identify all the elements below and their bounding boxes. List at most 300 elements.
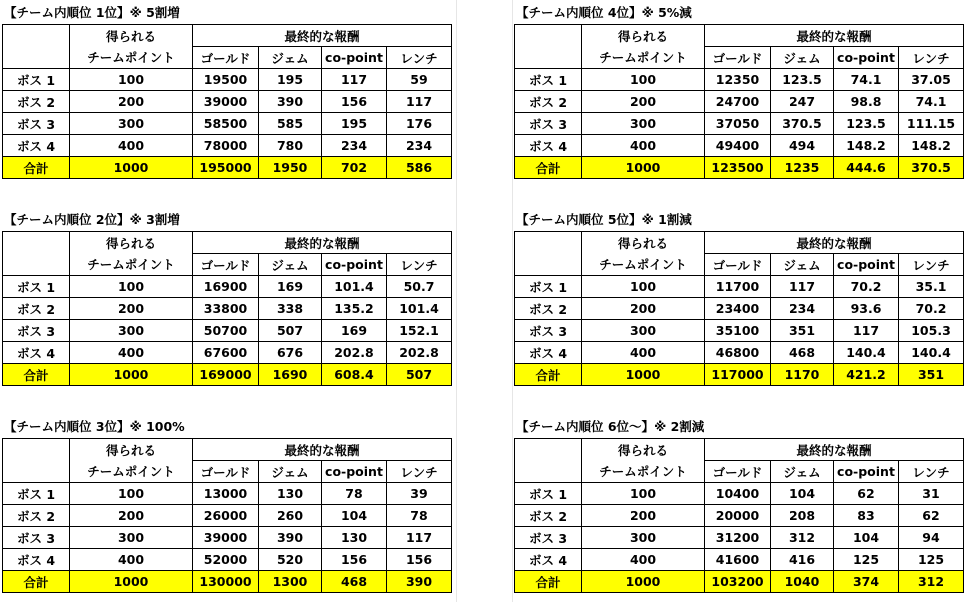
total-copoint: 421.2 <box>834 364 899 386</box>
renchi-cell: 117 <box>387 527 452 549</box>
boss-label: ボス 3 <box>3 113 70 135</box>
gem-cell: 247 <box>771 91 834 113</box>
total-gold: 130000 <box>193 571 259 593</box>
header-row-1 <box>3 232 452 254</box>
header-row-1 <box>3 439 452 461</box>
table-row <box>515 549 964 571</box>
gold-cell: 67600 <box>193 342 259 364</box>
gold-cell: 52000 <box>193 549 259 571</box>
gold-cell: 49400 <box>705 135 771 157</box>
total-renchi: 586 <box>387 157 452 179</box>
table-row <box>515 276 964 298</box>
gold-cell: 78000 <box>193 135 259 157</box>
total-points: 1000 <box>582 157 705 179</box>
header-row-2 <box>3 47 452 69</box>
gem-cell: 123.5 <box>771 69 834 91</box>
reward-table-block <box>514 209 963 386</box>
block-title <box>2 2 451 24</box>
table-row <box>3 298 452 320</box>
table-row <box>3 527 452 549</box>
reward-table <box>514 231 964 386</box>
copoint-cell: 130 <box>322 527 387 549</box>
reward-table-block <box>2 2 451 179</box>
total-row <box>515 157 964 179</box>
table-row <box>515 342 964 364</box>
reward-header: 最終的な報酬 <box>193 439 452 461</box>
total-label: 合計 <box>3 571 70 593</box>
points-cell: 200 <box>582 91 705 113</box>
header-row-2 <box>3 254 452 276</box>
renchi-cell: 94 <box>899 527 964 549</box>
points-cell: 200 <box>70 298 193 320</box>
gold-cell: 23400 <box>705 298 771 320</box>
points-cell: 300 <box>582 527 705 549</box>
corner-cell <box>3 25 70 47</box>
header-row-2 <box>515 47 964 69</box>
gem-cell: 585 <box>259 113 322 135</box>
total-gold: 103200 <box>705 571 771 593</box>
gem-cell: 260 <box>259 505 322 527</box>
corner-cell <box>3 439 70 461</box>
boss-label: ボス 1 <box>3 69 70 91</box>
renchi-cell: 152.1 <box>387 320 452 342</box>
gem-cell: 416 <box>771 549 834 571</box>
corner-cell <box>3 47 70 69</box>
copoint-header: co-point <box>322 47 387 69</box>
gold-cell: 37050 <box>705 113 771 135</box>
renchi-cell: 105.3 <box>899 320 964 342</box>
renchi-cell: 31 <box>899 483 964 505</box>
points-cell: 200 <box>70 505 193 527</box>
boss-label: ボス 1 <box>3 483 70 505</box>
corner-cell <box>515 232 582 254</box>
gold-header: ゴールド <box>193 254 259 276</box>
column-gridline <box>512 0 513 602</box>
total-label: 合計 <box>3 364 70 386</box>
header-row-1 <box>515 232 964 254</box>
copoint-cell: 125 <box>834 549 899 571</box>
copoint-cell: 169 <box>322 320 387 342</box>
gold-cell: 19500 <box>193 69 259 91</box>
rank-title: 【チーム内順位 6位～】 <box>516 419 655 434</box>
total-row <box>515 571 964 593</box>
gem-header: ジェム <box>259 461 322 483</box>
reward-table <box>514 438 964 593</box>
boss-label: ボス 4 <box>515 549 582 571</box>
renchi-cell: 59 <box>387 69 452 91</box>
gem-header: ジェム <box>771 254 834 276</box>
copoint-cell: 74.1 <box>834 69 899 91</box>
renchi-header: レンチ <box>899 461 964 483</box>
corner-cell <box>515 439 582 461</box>
gem-cell: 338 <box>259 298 322 320</box>
block-title <box>2 209 451 231</box>
copoint-header: co-point <box>834 461 899 483</box>
table-row <box>515 91 964 113</box>
total-gold: 195000 <box>193 157 259 179</box>
renchi-cell: 140.4 <box>899 342 964 364</box>
rank-note: ※ 3割増 <box>129 212 180 227</box>
renchi-cell: 234 <box>387 135 452 157</box>
points-header-line1: 得られる <box>70 232 193 254</box>
renchi-cell: 78 <box>387 505 452 527</box>
copoint-cell: 101.4 <box>322 276 387 298</box>
table-row <box>515 69 964 91</box>
gem-cell: 494 <box>771 135 834 157</box>
table-row <box>3 549 452 571</box>
gem-cell: 676 <box>259 342 322 364</box>
points-cell: 300 <box>70 527 193 549</box>
points-header-line2: チームポイント <box>70 461 193 483</box>
total-renchi: 507 <box>387 364 452 386</box>
points-cell: 400 <box>70 342 193 364</box>
boss-label: ボス 1 <box>515 483 582 505</box>
reward-header: 最終的な報酬 <box>705 232 964 254</box>
total-gold: 169000 <box>193 364 259 386</box>
points-cell: 300 <box>582 320 705 342</box>
gold-cell: 58500 <box>193 113 259 135</box>
gem-cell: 370.5 <box>771 113 834 135</box>
total-points: 1000 <box>582 571 705 593</box>
points-cell: 100 <box>70 69 193 91</box>
renchi-cell: 156 <box>387 549 452 571</box>
renchi-cell: 70.2 <box>899 298 964 320</box>
gold-cell: 41600 <box>705 549 771 571</box>
total-label: 合計 <box>515 571 582 593</box>
rank-note: ※ 5割増 <box>129 5 180 20</box>
boss-label: ボス 2 <box>3 91 70 113</box>
header-row-2 <box>515 461 964 483</box>
block-title <box>514 209 963 231</box>
table-row <box>3 69 452 91</box>
rank-note: ※ 100% <box>129 419 185 434</box>
gold-header: ゴールド <box>193 47 259 69</box>
renchi-cell: 35.1 <box>899 276 964 298</box>
points-cell: 200 <box>582 298 705 320</box>
table-row <box>515 135 964 157</box>
points-cell: 200 <box>70 91 193 113</box>
copoint-cell: 140.4 <box>834 342 899 364</box>
header-row-2 <box>515 254 964 276</box>
total-gold: 123500 <box>705 157 771 179</box>
points-header-line1: 得られる <box>70 25 193 47</box>
points-header-line1: 得られる <box>70 439 193 461</box>
points-cell: 100 <box>582 483 705 505</box>
gold-cell: 46800 <box>705 342 771 364</box>
boss-label: ボス 4 <box>3 549 70 571</box>
block-title <box>2 416 451 438</box>
gem-cell: 169 <box>259 276 322 298</box>
gem-header: ジェム <box>259 47 322 69</box>
table-row <box>3 483 452 505</box>
table-row <box>515 483 964 505</box>
copoint-cell: 202.8 <box>322 342 387 364</box>
rank-title: 【チーム内順位 3位】 <box>4 419 130 434</box>
copoint-cell: 156 <box>322 549 387 571</box>
total-gem: 1950 <box>259 157 322 179</box>
points-header-line2: チームポイント <box>582 461 705 483</box>
gold-header: ゴールド <box>705 47 771 69</box>
copoint-cell: 98.8 <box>834 91 899 113</box>
total-points: 1000 <box>70 571 193 593</box>
total-row <box>515 364 964 386</box>
total-gem: 1690 <box>259 364 322 386</box>
total-row <box>3 157 452 179</box>
gem-cell: 130 <box>259 483 322 505</box>
reward-table <box>2 438 452 593</box>
gold-cell: 33800 <box>193 298 259 320</box>
corner-cell <box>515 25 582 47</box>
table-row <box>3 505 452 527</box>
copoint-header: co-point <box>834 254 899 276</box>
boss-label: ボス 2 <box>3 298 70 320</box>
gem-cell: 780 <box>259 135 322 157</box>
copoint-cell: 70.2 <box>834 276 899 298</box>
boss-label: ボス 2 <box>515 91 582 113</box>
total-gem: 1170 <box>771 364 834 386</box>
total-points: 1000 <box>70 157 193 179</box>
gem-cell: 117 <box>771 276 834 298</box>
points-cell: 300 <box>582 113 705 135</box>
gem-header: ジェム <box>771 461 834 483</box>
copoint-cell: 83 <box>834 505 899 527</box>
corner-cell <box>3 232 70 254</box>
renchi-header: レンチ <box>387 47 452 69</box>
total-copoint: 444.6 <box>834 157 899 179</box>
boss-label: ボス 3 <box>515 527 582 549</box>
corner-cell <box>3 461 70 483</box>
renchi-cell: 125 <box>899 549 964 571</box>
table-row <box>515 527 964 549</box>
reward-header: 最終的な報酬 <box>705 25 964 47</box>
header-row-2 <box>3 461 452 483</box>
total-copoint: 608.4 <box>322 364 387 386</box>
table-row <box>515 320 964 342</box>
renchi-cell: 74.1 <box>899 91 964 113</box>
gem-cell: 195 <box>259 69 322 91</box>
table-row <box>3 320 452 342</box>
reward-table-block <box>2 416 451 593</box>
copoint-cell: 123.5 <box>834 113 899 135</box>
points-header-line2: チームポイント <box>70 47 193 69</box>
boss-label: ボス 3 <box>515 320 582 342</box>
total-row <box>3 571 452 593</box>
table-row <box>3 135 452 157</box>
points-cell: 400 <box>70 135 193 157</box>
reward-header: 最終的な報酬 <box>705 439 964 461</box>
boss-label: ボス 3 <box>3 527 70 549</box>
gem-cell: 234 <box>771 298 834 320</box>
rank-note: ※ 2割減 <box>654 419 705 434</box>
copoint-cell: 148.2 <box>834 135 899 157</box>
gold-cell: 39000 <box>193 91 259 113</box>
boss-label: ボス 2 <box>515 298 582 320</box>
reward-table-block <box>514 2 963 179</box>
renchi-cell: 50.7 <box>387 276 452 298</box>
total-renchi: 370.5 <box>899 157 964 179</box>
total-label: 合計 <box>515 157 582 179</box>
gem-cell: 468 <box>771 342 834 364</box>
total-gem: 1040 <box>771 571 834 593</box>
boss-label: ボス 1 <box>515 69 582 91</box>
total-copoint: 468 <box>322 571 387 593</box>
gem-cell: 390 <box>259 527 322 549</box>
corner-cell <box>515 47 582 69</box>
copoint-header: co-point <box>322 461 387 483</box>
total-gem: 1235 <box>771 157 834 179</box>
reward-table-block <box>2 209 451 386</box>
gem-cell: 351 <box>771 320 834 342</box>
gem-cell: 507 <box>259 320 322 342</box>
table-row <box>3 276 452 298</box>
header-row-1 <box>515 25 964 47</box>
boss-label: ボス 2 <box>515 505 582 527</box>
copoint-cell: 195 <box>322 113 387 135</box>
reward-header: 最終的な報酬 <box>193 232 452 254</box>
table-row <box>3 91 452 113</box>
rank-title: 【チーム内順位 4位】 <box>516 5 642 20</box>
gold-cell: 11700 <box>705 276 771 298</box>
gem-cell: 104 <box>771 483 834 505</box>
renchi-cell: 202.8 <box>387 342 452 364</box>
table-row <box>515 113 964 135</box>
boss-label: ボス 2 <box>3 505 70 527</box>
total-row <box>3 364 452 386</box>
gem-header: ジェム <box>771 47 834 69</box>
points-cell: 300 <box>70 113 193 135</box>
total-renchi: 351 <box>899 364 964 386</box>
renchi-header: レンチ <box>387 254 452 276</box>
points-cell: 100 <box>70 483 193 505</box>
block-title <box>514 416 963 438</box>
gold-header: ゴールド <box>705 254 771 276</box>
points-cell: 100 <box>582 69 705 91</box>
copoint-cell: 234 <box>322 135 387 157</box>
gold-header: ゴールド <box>193 461 259 483</box>
gold-cell: 50700 <box>193 320 259 342</box>
copoint-cell: 135.2 <box>322 298 387 320</box>
total-gold: 117000 <box>705 364 771 386</box>
renchi-cell: 39 <box>387 483 452 505</box>
boss-label: ボス 3 <box>3 320 70 342</box>
points-header-line2: チームポイント <box>582 254 705 276</box>
gem-cell: 390 <box>259 91 322 113</box>
table-row <box>3 113 452 135</box>
boss-label: ボス 1 <box>515 276 582 298</box>
gold-cell: 35100 <box>705 320 771 342</box>
copoint-cell: 62 <box>834 483 899 505</box>
copoint-cell: 117 <box>322 69 387 91</box>
reward-table <box>2 24 452 179</box>
total-gem: 1300 <box>259 571 322 593</box>
copoint-cell: 93.6 <box>834 298 899 320</box>
copoint-header: co-point <box>322 254 387 276</box>
gold-cell: 13000 <box>193 483 259 505</box>
gold-cell: 16900 <box>193 276 259 298</box>
gold-cell: 12350 <box>705 69 771 91</box>
gold-header: ゴールド <box>705 461 771 483</box>
total-label: 合計 <box>515 364 582 386</box>
boss-label: ボス 3 <box>515 113 582 135</box>
points-cell: 400 <box>70 549 193 571</box>
renchi-cell: 111.15 <box>899 113 964 135</box>
header-row-1 <box>515 439 964 461</box>
copoint-cell: 104 <box>834 527 899 549</box>
gem-cell: 312 <box>771 527 834 549</box>
copoint-cell: 78 <box>322 483 387 505</box>
total-copoint: 702 <box>322 157 387 179</box>
renchi-header: レンチ <box>899 254 964 276</box>
reward-table <box>2 231 452 386</box>
rank-note: ※ 1割減 <box>641 212 692 227</box>
boss-label: ボス 4 <box>3 342 70 364</box>
renchi-cell: 101.4 <box>387 298 452 320</box>
rank-note: ※ 5%減 <box>641 5 692 20</box>
column-gridline <box>456 0 457 602</box>
gold-cell: 39000 <box>193 527 259 549</box>
boss-label: ボス 4 <box>3 135 70 157</box>
points-cell: 400 <box>582 549 705 571</box>
rank-title: 【チーム内順位 1位】 <box>4 5 130 20</box>
gold-cell: 31200 <box>705 527 771 549</box>
points-header-line1: 得られる <box>582 439 705 461</box>
table-row <box>515 298 964 320</box>
copoint-cell: 104 <box>322 505 387 527</box>
total-points: 1000 <box>582 364 705 386</box>
points-header-line2: チームポイント <box>70 254 193 276</box>
block-title <box>514 2 963 24</box>
points-cell: 200 <box>582 505 705 527</box>
copoint-cell: 117 <box>834 320 899 342</box>
copoint-cell: 156 <box>322 91 387 113</box>
reward-header: 最終的な報酬 <box>193 25 452 47</box>
total-renchi: 390 <box>387 571 452 593</box>
gem-cell: 520 <box>259 549 322 571</box>
renchi-cell: 148.2 <box>899 135 964 157</box>
points-header-line1: 得られる <box>582 25 705 47</box>
points-cell: 300 <box>70 320 193 342</box>
renchi-cell: 176 <box>387 113 452 135</box>
renchi-header: レンチ <box>899 47 964 69</box>
renchi-cell: 117 <box>387 91 452 113</box>
gem-header: ジェム <box>259 254 322 276</box>
gold-cell: 26000 <box>193 505 259 527</box>
header-row-1 <box>3 25 452 47</box>
points-cell: 100 <box>582 276 705 298</box>
reward-table <box>514 24 964 179</box>
total-label: 合計 <box>3 157 70 179</box>
total-copoint: 374 <box>834 571 899 593</box>
rank-title: 【チーム内順位 2位】 <box>4 212 130 227</box>
renchi-cell: 37.05 <box>899 69 964 91</box>
total-points: 1000 <box>70 364 193 386</box>
corner-cell <box>3 254 70 276</box>
table-row <box>515 505 964 527</box>
points-cell: 100 <box>70 276 193 298</box>
boss-label: ボス 4 <box>515 135 582 157</box>
gold-cell: 10400 <box>705 483 771 505</box>
boss-label: ボス 1 <box>3 276 70 298</box>
points-header-line2: チームポイント <box>582 47 705 69</box>
gold-cell: 24700 <box>705 91 771 113</box>
gold-cell: 20000 <box>705 505 771 527</box>
rank-title: 【チーム内順位 5位】 <box>516 212 642 227</box>
reward-table-block <box>514 416 963 593</box>
points-cell: 400 <box>582 342 705 364</box>
corner-cell <box>515 461 582 483</box>
renchi-header: レンチ <box>387 461 452 483</box>
total-renchi: 312 <box>899 571 964 593</box>
